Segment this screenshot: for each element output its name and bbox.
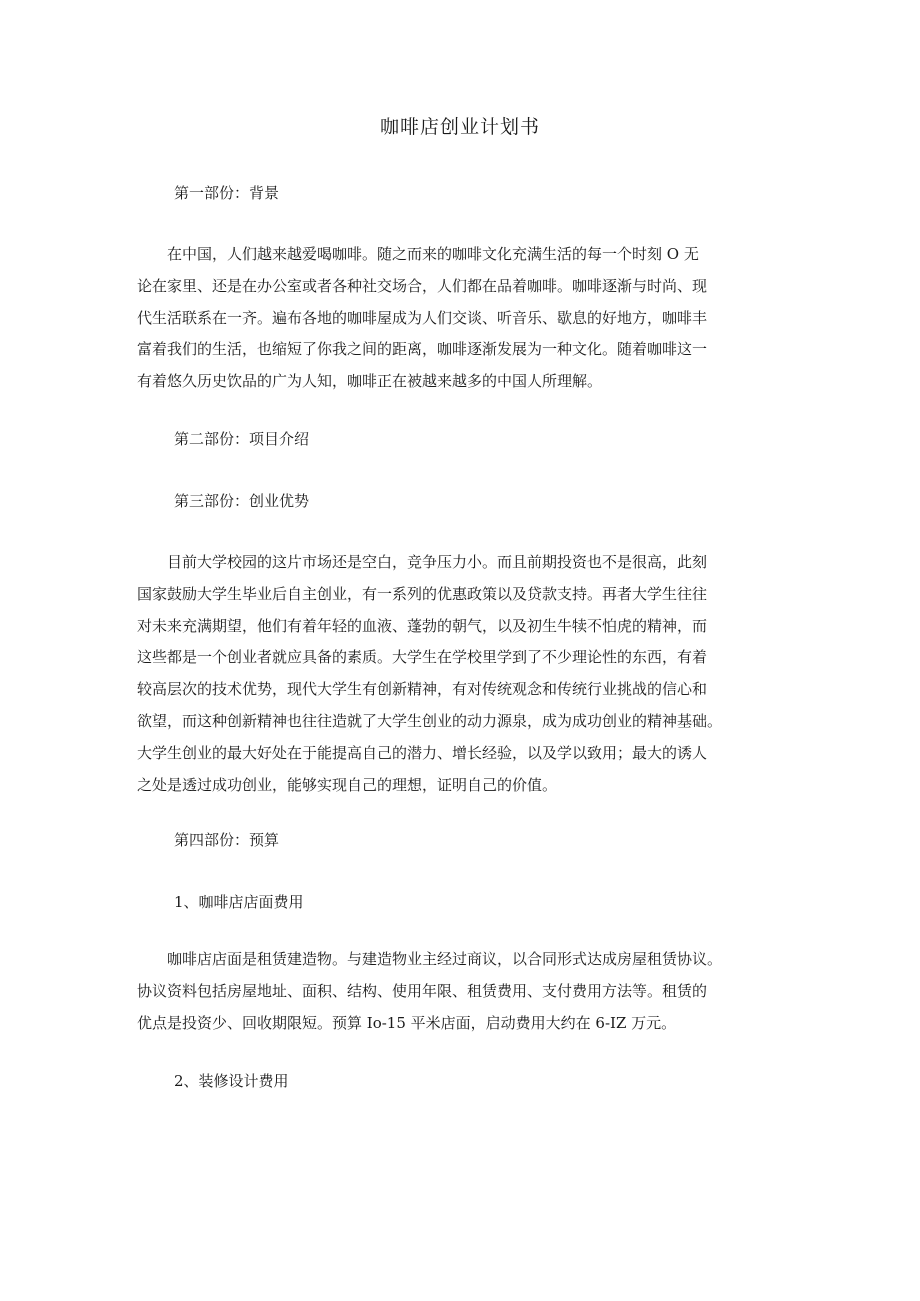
paragraph-line: 优点是投资少、回收期限短。预算 Io-15 平米店面，启动费用大约在 6-IZ 万元。 (137, 1013, 677, 1032)
paragraph-line: 富着我们的生活，也缩短了你我之间的距离，咖啡逐渐发展为一种文化。随着咖啡这一 (137, 340, 708, 359)
paragraph-line: 欲望，而这种创新精神也往往造就了大学生创业的动力源泉，成为成功创业的精神基础。 (137, 711, 723, 730)
paragraph-line: 在中国，人们越来越爱喝咖啡。随之而来的咖啡文化充满生活的每一个时刻 O 无 (137, 245, 699, 263)
paragraph-line: 协议资料包括房屋地址、面积、结构、使用年限、租赁费用、支付费用方法等。租赁的 (137, 981, 708, 1000)
paragraph-line: 之处是透过成功创业，能够实现自己的理想，证明自己的价值。 (137, 775, 558, 794)
paragraph-line: 国家鼓励大学生毕业后自主创业，有一系列的优惠政策以及贷款支持。再者大学生往往 (137, 584, 708, 603)
paragraph-line: 有着悠久历史饮品的广为人知，咖啡正在被越来越多的中国人所理解。 (137, 372, 603, 391)
section-heading-budget: 第四部份：预算 (174, 831, 280, 849)
paragraph-line: 这些都是一个创业者就应具备的素质。大学生在学校里学到了不少理论性的东西，有着 (137, 648, 708, 667)
document-title: 咖啡店创业计划书 (379, 116, 540, 138)
section-heading-project-intro: 第二部份：项目介绍 (174, 430, 310, 448)
paragraph-line: 大学生创业的最大好处在于能提高自己的潜力、增长经验，以及学以致用；最大的诱人 (137, 743, 708, 762)
section-heading-advantages: 第三部份：创业优势 (174, 492, 310, 510)
paragraph-advantages (137, 547, 817, 801)
paragraph-line: 较高层次的技术优势，现代大学生有创新精神，有对传统观念和传统行业挑战的信心和 (137, 680, 708, 699)
section-heading-background: 第一部份：背景 (174, 184, 280, 202)
subheading-storefront-cost: 1、咖啡店店面费用 (174, 893, 304, 911)
paragraph-line: 咖啡店店面是租赁建造物。与建造物业主经过商议，以合同形式达成房屋租赁协议。 (137, 950, 723, 968)
paragraph-background (137, 239, 817, 398)
paragraph-storefront-cost (137, 944, 817, 1039)
paragraph-line: 对未来充满期望，他们有着年轻的血液、蓬勃的朝气，以及初生牛犊不怕虎的精神，而 (137, 616, 708, 635)
paragraph-line: 代生活联系在一齐。遍布各地的咖啡屋成为人们交谈、听音乐、歇息的好地方，咖啡丰 (137, 308, 708, 327)
paragraph-line: 目前大学校园的这片市场还是空白，竞争压力小。而且前期投资也不是很高，此刻 (137, 553, 708, 571)
subheading-decoration-cost: 2、装修设计费用 (174, 1072, 289, 1090)
paragraph-line: 论在家里、还是在办公室或者各种社交场合，人们都在品着咖啡。咖啡逐渐与时尚、现 (137, 276, 708, 295)
